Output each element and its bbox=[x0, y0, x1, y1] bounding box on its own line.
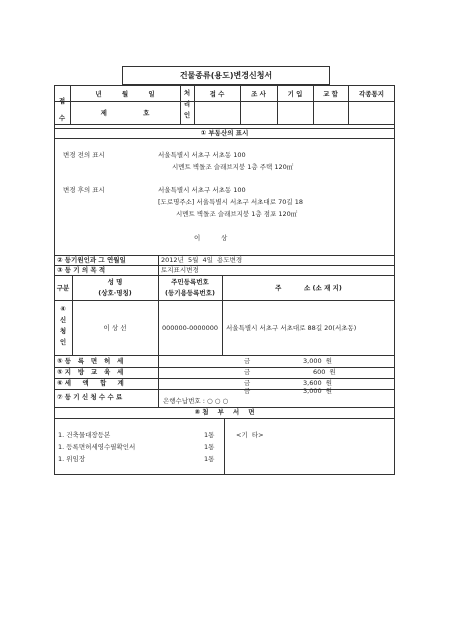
after-line: 시멘트 벽돌조 슬래브지붕 1층 점포 120㎡ bbox=[176, 210, 298, 218]
bank-receipt-no: 은행수납번호 : ○ ○ ○ bbox=[163, 397, 229, 405]
divider bbox=[158, 275, 159, 355]
divider bbox=[54, 300, 395, 301]
fee-amount: 3,000 원 bbox=[303, 357, 333, 365]
after-label: 변경 후의 표시 bbox=[63, 186, 105, 194]
fee-label: ⑦ 등 기 신 청 수 수 료 bbox=[57, 393, 123, 401]
attachments-header: ⑧ 첨 부 서 면 bbox=[194, 408, 255, 416]
after-line: [도로명주소] 서울특별시 서초구 서초대로 70길 18 bbox=[158, 198, 303, 206]
date-line: 년 월 일 bbox=[95, 90, 155, 98]
attachment-name: 1. 위임장 bbox=[58, 455, 86, 463]
col-inspect: 조 사 bbox=[251, 90, 266, 98]
before-label: 변경 전의 표시 bbox=[63, 151, 105, 159]
col-check: 교 합 bbox=[323, 90, 338, 98]
section1-header: ① 부동산의 표시 bbox=[200, 129, 249, 137]
divider bbox=[72, 275, 73, 355]
col-name: 성 명 bbox=[107, 278, 123, 286]
after-line: 서울특별시 서초구 서초동 100 bbox=[158, 186, 246, 194]
col-kind: 구분 bbox=[56, 284, 70, 292]
receipt-label: 접 수 bbox=[58, 97, 66, 122]
applicant-name: 이 상 선 bbox=[103, 324, 127, 332]
fee-prefix: 금 bbox=[244, 379, 251, 387]
fee-prefix: 금 bbox=[244, 387, 251, 395]
other-attachments: <기 타> bbox=[236, 431, 264, 439]
fee-label: ⑥ 세 액 합 계 bbox=[57, 379, 124, 387]
attachment-name: 1. 등록면허세영수필확인서 bbox=[58, 443, 136, 451]
fee-prefix: 금 bbox=[244, 368, 251, 376]
purpose-value: 토지표시변경 bbox=[161, 266, 199, 274]
col-entry: 기 입 bbox=[287, 90, 303, 98]
attachment-count: 1통 bbox=[204, 455, 215, 463]
applicant-id: 000000-0000000 bbox=[161, 324, 219, 332]
cause-label: ② 등기원인과 그 연월일 bbox=[57, 256, 126, 264]
attachment-count: 1통 bbox=[204, 431, 215, 439]
applicant-address: 서울특별시 서초구 서초대로 88길 20(서초동) bbox=[226, 324, 357, 332]
divider bbox=[54, 389, 395, 390]
col-id: 주민등록번호 bbox=[171, 278, 209, 286]
col-id-sub: (등기용등록번호) bbox=[165, 289, 215, 297]
fee-amount: 3,000 원 bbox=[303, 387, 333, 395]
divider bbox=[158, 355, 159, 407]
process-label: 처 리 인 bbox=[183, 89, 191, 119]
cause-value: 2012년 5월 4일 용도변경 bbox=[161, 256, 243, 264]
attachment-name: 1. 건축물대장등본 bbox=[58, 431, 111, 439]
divider bbox=[54, 355, 395, 356]
col-name-sub: (상호·명칭) bbox=[98, 289, 132, 297]
applicant-label: ④ 신 청 인 bbox=[59, 305, 67, 346]
end-mark: 이 상 bbox=[194, 234, 228, 242]
fee-prefix: 금 bbox=[244, 357, 251, 365]
divider bbox=[54, 101, 395, 102]
fee-amount: 600 원 bbox=[313, 368, 336, 376]
fee-label: ⑤ 등 록 면 허 세 bbox=[57, 357, 124, 365]
purpose-label: ③ 등 기 의 목 적 bbox=[57, 266, 106, 274]
col-notice: 각종통지 bbox=[358, 90, 385, 98]
number-line: 제 호 bbox=[100, 109, 150, 117]
col-receipt: 접 수 bbox=[209, 90, 225, 98]
divider bbox=[54, 138, 395, 139]
before-line: 시멘트 벽돌조 슬래브지붕 1층 주택 120㎡ bbox=[172, 163, 294, 171]
before-line: 서울특별시 서초구 서초동 100 bbox=[158, 151, 246, 159]
fee-amount: 3,600 원 bbox=[303, 379, 333, 387]
attachment-count: 1통 bbox=[204, 443, 215, 451]
divider bbox=[54, 275, 395, 276]
col-address: 주 소 (소 재 지) bbox=[275, 284, 342, 292]
page-title: 건물종류(용도)변경신청서 bbox=[179, 71, 273, 80]
divider bbox=[54, 124, 395, 125]
fee-label: ⑤ 지 방 교 육 세 bbox=[57, 368, 124, 376]
divider bbox=[224, 418, 225, 475]
